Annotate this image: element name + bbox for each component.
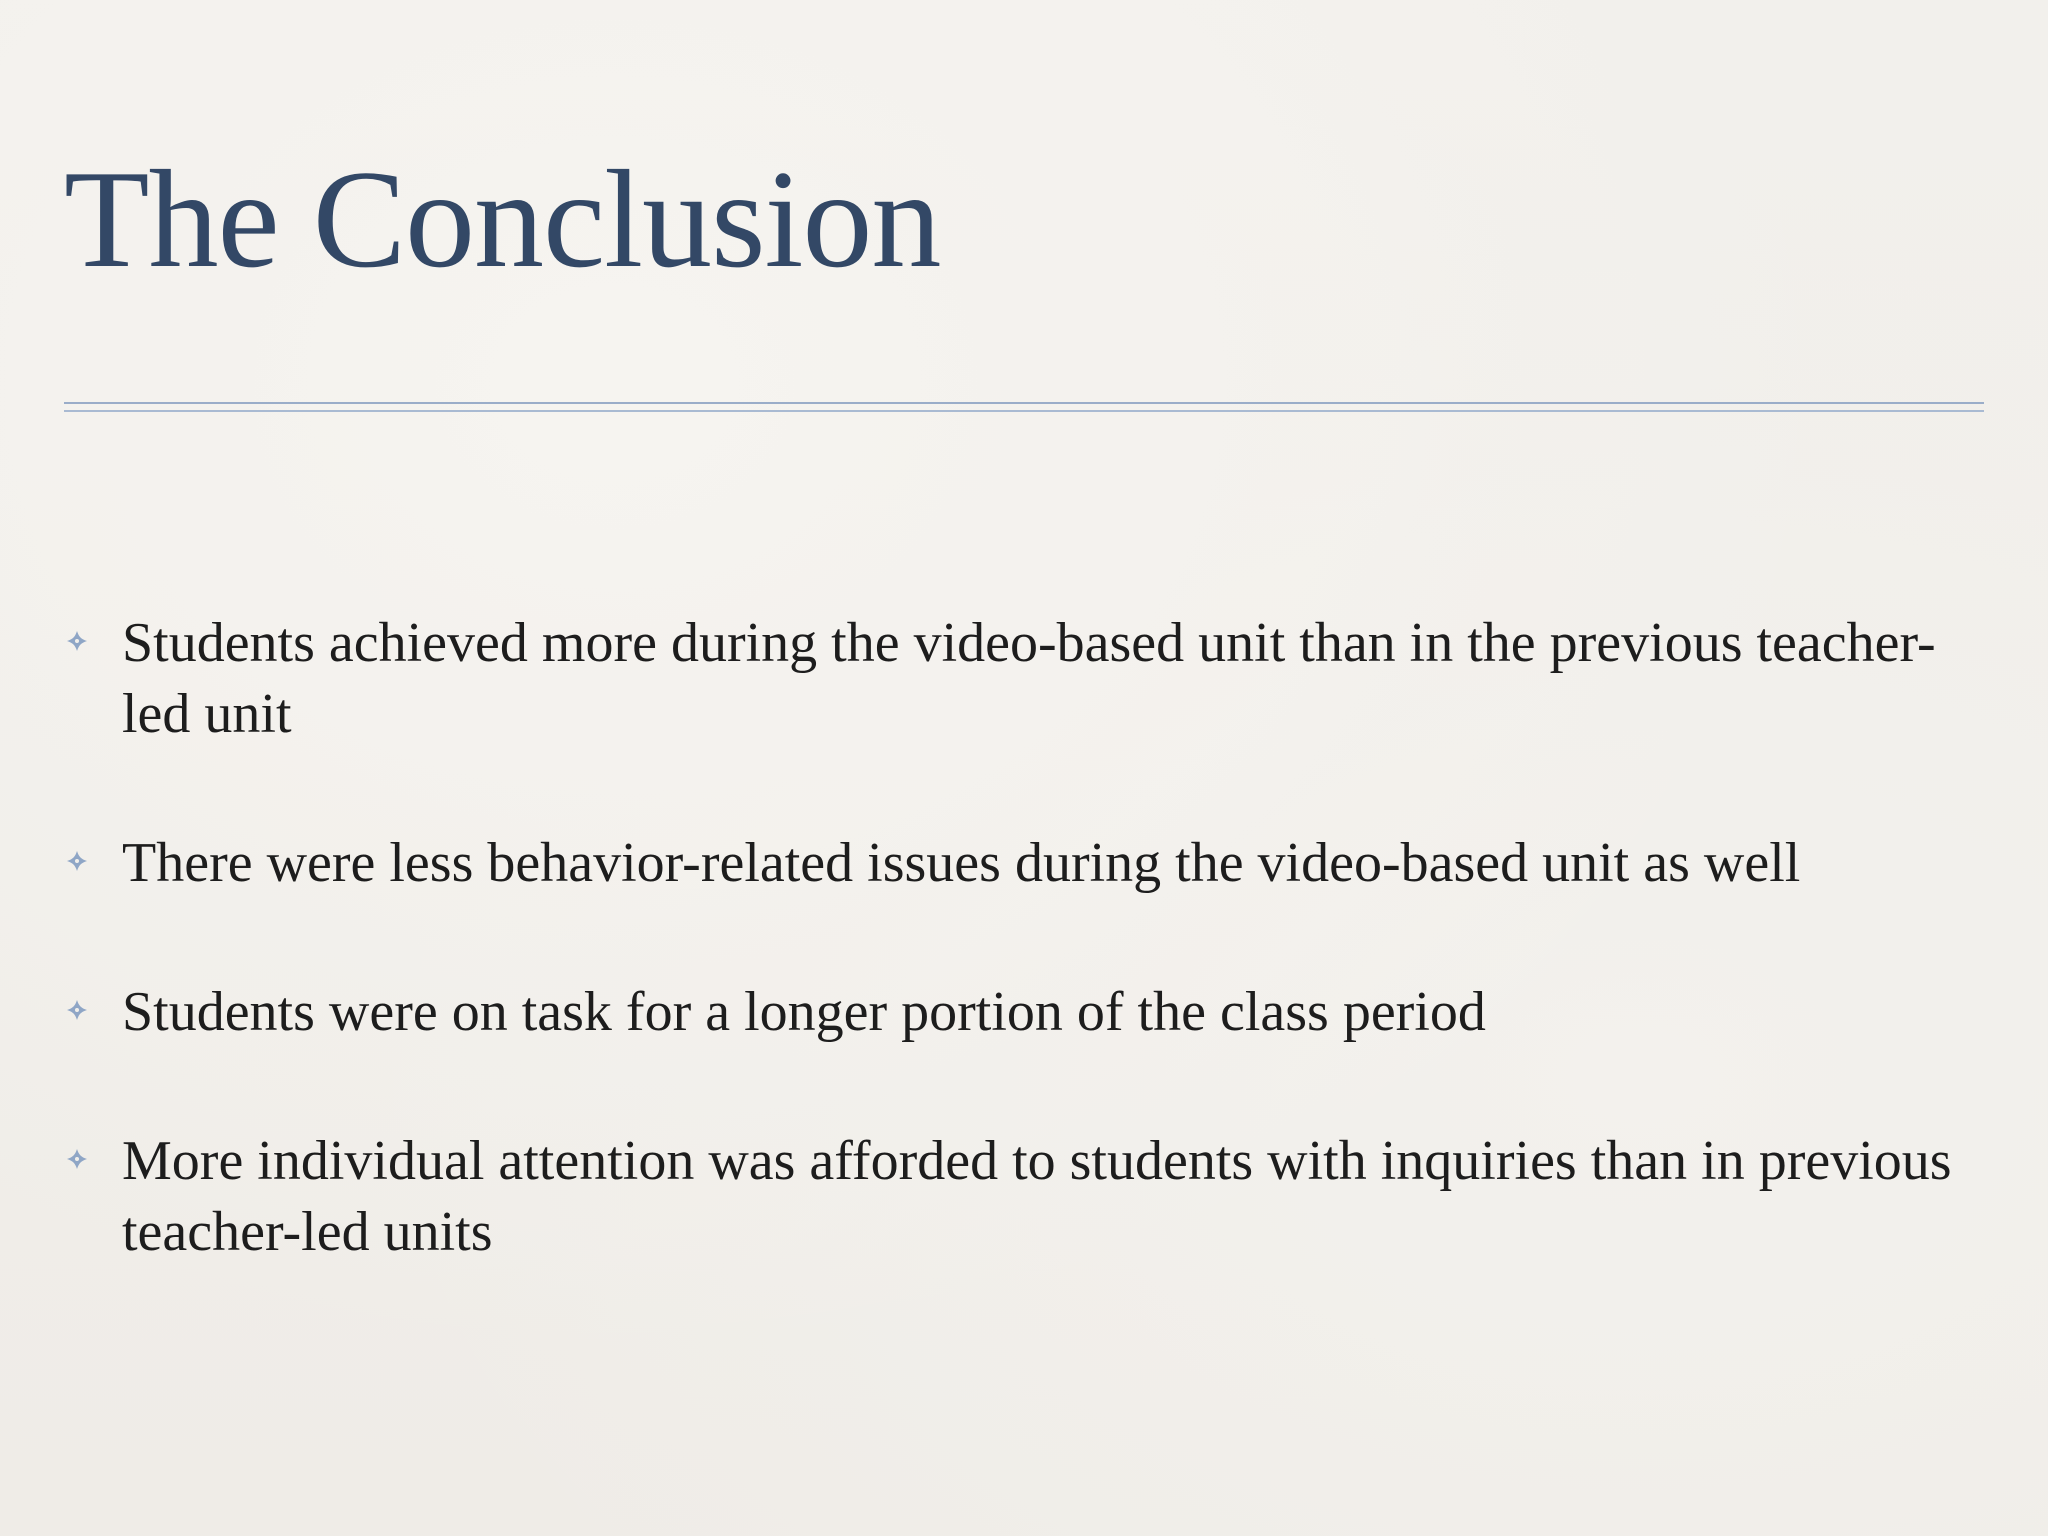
bullet-item	[64, 608, 1964, 750]
bullet-text: Students were on task for a longer portion of the class period	[122, 981, 1486, 1043]
four-petal-star-icon	[66, 630, 88, 652]
four-petal-star-icon	[66, 999, 88, 1021]
title-divider-bottom-line	[64, 410, 1984, 412]
slide-title: The Conclusion	[64, 142, 941, 297]
four-petal-star-icon	[66, 850, 88, 872]
bullet-list	[64, 608, 1964, 1268]
bullet-item	[64, 977, 1964, 1048]
bullet-text: More individual attention was afforded to students with inquiries than in previous teacher-led units	[122, 1130, 1952, 1263]
bullet-item	[64, 828, 1964, 899]
four-petal-star-icon	[66, 1148, 88, 1170]
title-divider-top-line	[64, 402, 1984, 404]
bullet-item	[64, 1126, 1964, 1268]
bullet-text: There were less behavior-related issues during the video-based unit as well	[122, 832, 1801, 894]
bullet-text: Students achieved more during the video-based unit than in the previous teacher-led unit	[122, 612, 1936, 745]
